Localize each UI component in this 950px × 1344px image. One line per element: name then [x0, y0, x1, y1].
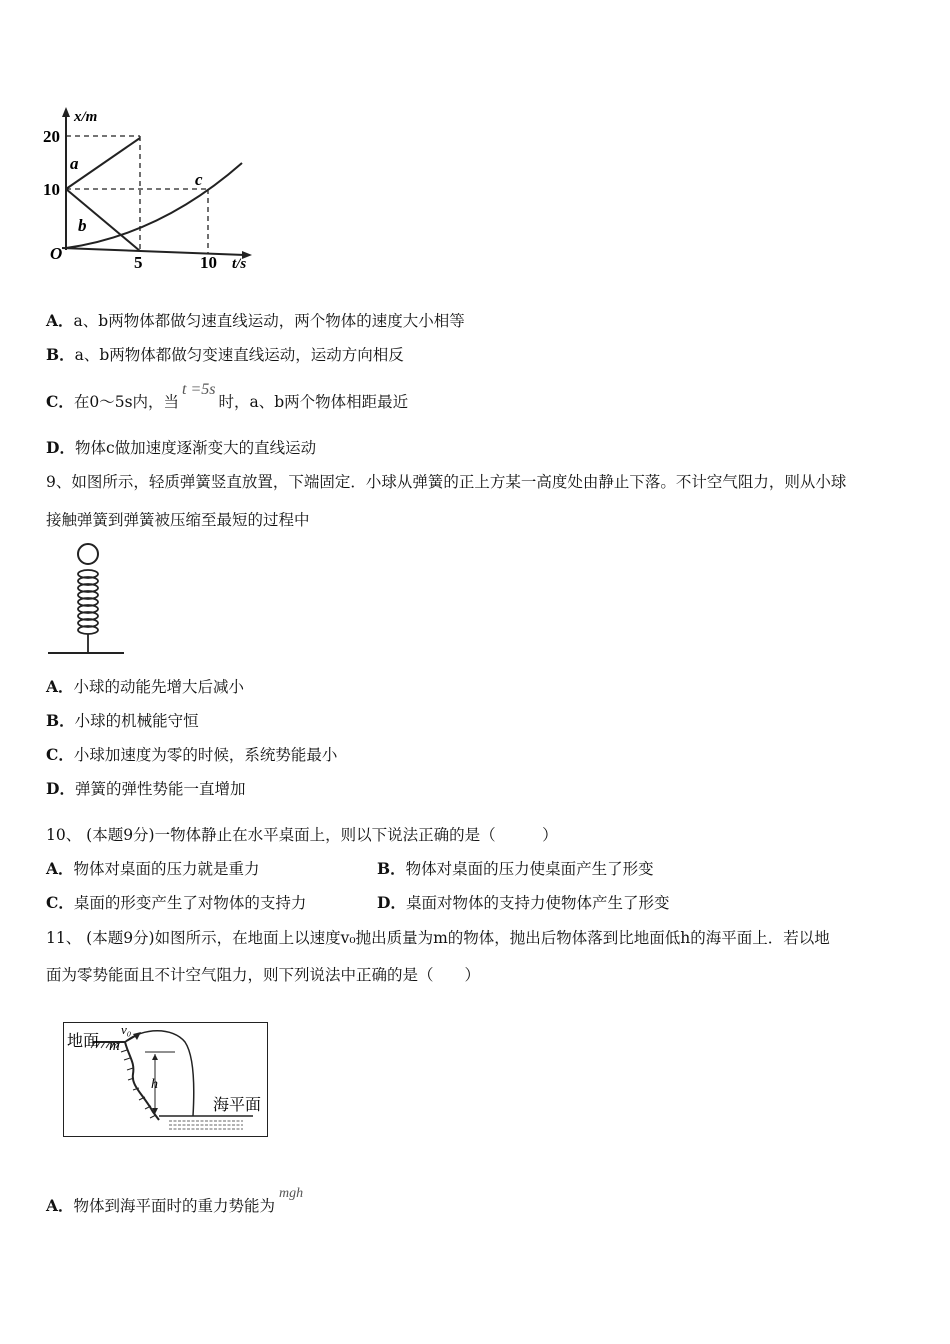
y-tick-20: 20 [43, 127, 60, 146]
label-b: b [78, 216, 87, 235]
x-tick-5: 5 [134, 253, 143, 272]
q8-option-a [46, 311, 465, 331]
option-text: 在0～5s内，当 [73, 393, 180, 411]
option-text: 物体到海平面时的重力势能为 [73, 1197, 276, 1215]
option-letter: D． [46, 779, 75, 798]
q9-option-d [46, 779, 245, 799]
option-letter: C． [46, 745, 74, 764]
x-t-graph [40, 105, 260, 275]
option-text: 小球加速度为零的时候，系统势能最小 [73, 746, 338, 764]
origin-label: O [50, 244, 63, 263]
option-letter: D． [377, 893, 406, 912]
option-letter: B． [377, 859, 406, 878]
option-letter: C． [46, 392, 74, 411]
q10-stem: 10、 (本题9分)一物体静止在水平桌面上，则以下说法正确的是（ ） [46, 826, 558, 844]
sea-label: 海平面 [213, 1097, 262, 1114]
q8-option-d [46, 438, 316, 458]
label-c: c [195, 170, 203, 189]
q9-option-c [46, 745, 337, 765]
q11-stem-line2: 面为零势能面且不计空气阻力，则下列说法中正确的是（ ） [46, 966, 481, 984]
h-label: h [151, 1077, 158, 1092]
cliff-figure [63, 1022, 268, 1137]
q9-stem-line2: 接触弹簧到弹簧被压缩至最短的过程中 [46, 511, 310, 529]
spring-coils [78, 570, 98, 652]
trajectory [125, 1031, 194, 1116]
option-letter: A． [46, 1196, 74, 1215]
label-a: a [70, 154, 79, 173]
option-text: 桌面对物体的支持力使物体产生了形变 [405, 894, 670, 912]
q9-option-a [46, 677, 244, 697]
spring-figure [44, 540, 134, 660]
option-text: 物体对桌面的压力就是重力 [73, 860, 260, 878]
option-letter: A． [46, 859, 74, 878]
q11-stem-line1: 11、 (本题9分)如图所示，在地面上以速度v₀抛出质量为m的物体，抛出后物体落到比地面低h的海平面上．若以地 [46, 929, 830, 947]
y-axis-label: x/m [74, 109, 98, 125]
curve-c [66, 163, 242, 248]
x-axis-label: t/s [232, 256, 247, 272]
q8-option-c [46, 381, 409, 413]
option-text: 小球的动能先增大后减小 [73, 678, 245, 696]
math-t-equals-5s: t =5s [182, 381, 216, 398]
option-text: 物体c做加速度逐渐变大的直线运动 [74, 439, 317, 457]
option-text: a、b两物体都做匀速直线运动，两个物体的速度大小相等 [73, 312, 465, 330]
q10-option-b [377, 859, 654, 879]
y-tick-10: 10 [43, 180, 60, 199]
option-letter: B． [46, 711, 75, 730]
option-letter: B． [46, 345, 75, 364]
math-mgh: mgh [279, 1186, 304, 1201]
option-text: 桌面的形变产生了对物体的支持力 [73, 894, 307, 912]
option-text-after: 时，a、b两个物体相距最近 [218, 393, 409, 411]
option-letter: A． [46, 677, 74, 696]
q9-stem-line1: 9、如图所示，轻质弹簧竖直放置，下端固定．小球从弹簧的正上方某一高度处由静止下落。不计空气阻力，则从小球 [46, 473, 847, 491]
option-text: 弹簧的弹性势能一直增加 [74, 780, 246, 798]
option-text: 物体对桌面的压力使桌面产生了形变 [405, 860, 654, 878]
ball [78, 544, 98, 564]
q10-option-c [46, 893, 306, 913]
option-text: 小球的机械能守恒 [74, 712, 199, 730]
x-axis [62, 248, 245, 255]
option-text: a、b两物体都做匀变速直线运动，运动方向相反 [74, 346, 404, 364]
v0-label: v₀ [121, 1022, 132, 1037]
x-tick-10: 10 [200, 253, 217, 272]
q10-option-d [377, 893, 669, 913]
q9-option-b [46, 711, 199, 731]
ground-label: 地面 [67, 1033, 100, 1050]
y-axis-arrow [62, 107, 70, 117]
q10-option-a [46, 859, 260, 879]
option-letter: A． [46, 311, 74, 330]
option-letter: C． [46, 893, 74, 912]
m-label: m [109, 1038, 120, 1054]
q8-option-b [46, 345, 404, 365]
q11-option-a [46, 1186, 304, 1218]
option-letter: D． [46, 438, 75, 457]
